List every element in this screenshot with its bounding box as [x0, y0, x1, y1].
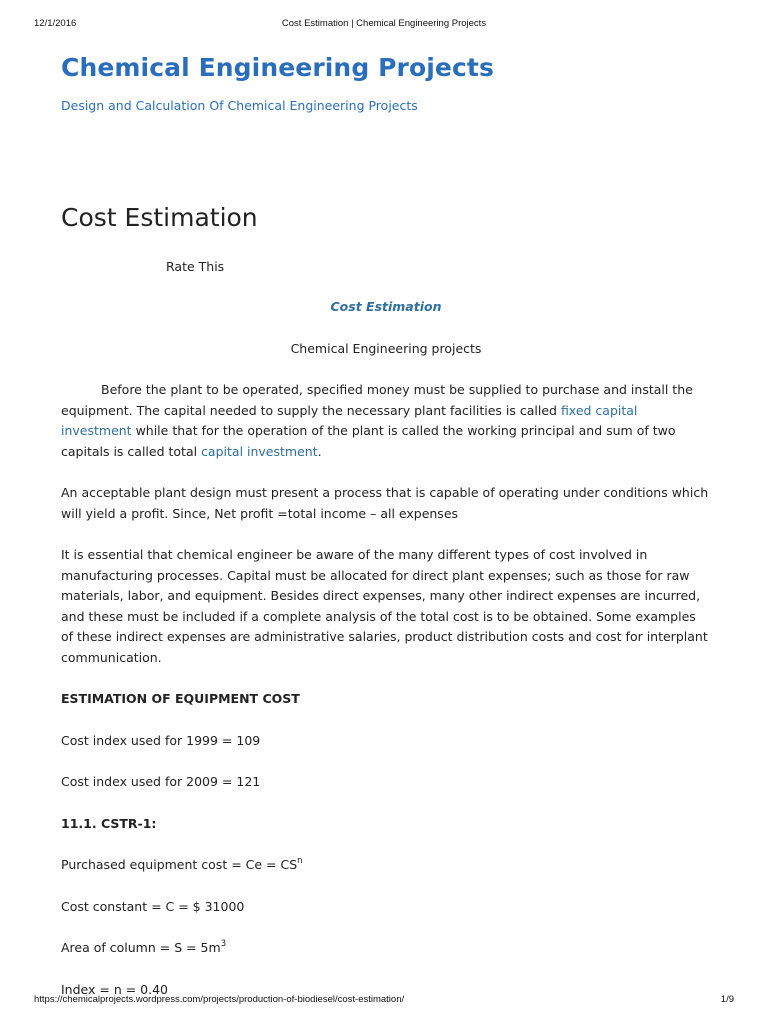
paragraph-cost-types: It is essential that chemical engineer be aware of the many different types of cost involved in manufacturing processes. Capital must be allocated for direct plant expenses; such as those for raw materials, labor, and equipment. Besides direct expenses, many other indirect expenses are incurred, and these must be included if a complete analysis of the total cost is to be obtained. Some examples of these indirect expenses are administrative salaries, product distribution costs and cost for interplant communication.: [61, 547, 708, 665]
cost-estimation-heading: Cost Estimation: [330, 299, 442, 314]
fixed-capital-investment-link[interactable]: fixed capital investment: [61, 402, 638, 438]
purchased-equipment-cost: [61, 855, 711, 876]
paragraph-text: .: [317, 443, 322, 459]
site-tagline: Design and Calculation Of Chemical Engineering Projects: [61, 98, 418, 113]
section-heading-equipment-cost: ESTIMATION OF EQUIPMENT COST: [61, 691, 300, 706]
capital-investment-link[interactable]: capital investment: [201, 443, 318, 459]
print-page-number: 1/9: [720, 994, 734, 1005]
formula-text: Purchased equipment cost = Ce = CS: [61, 857, 298, 872]
post-content: [61, 297, 711, 1021]
print-footer: [0, 994, 768, 1008]
exponent: 3: [220, 939, 227, 949]
print-url: https://chemicalprojects.wordpress.com/projects/production-of-biodiesel/cost-estimation/: [34, 994, 405, 1005]
paragraph-capital-investment: [61, 380, 711, 462]
exponent: n: [297, 856, 303, 866]
paragraph-text: Before the plant to be operated, specified money must be supplied to purchase and install the equipment. The capital needed to supply the necessary plant facilities is called: [61, 382, 693, 418]
cost-constant: Cost constant = C = $ 31000: [61, 898, 245, 914]
site-title-link[interactable]: Chemical Engineering Projects: [61, 53, 494, 82]
formula-text: Area of column = S = 5m: [61, 940, 221, 955]
area-of-column: [61, 938, 711, 959]
index-value: Index = n = 0.40: [61, 981, 169, 997]
print-header: [0, 18, 768, 32]
paragraph-text: while that for the operation of the plant is called the working principal and sum of two capitals is called total: [61, 423, 676, 459]
paragraph-net-profit: An acceptable plant design must present a process that is capable of operating under conditions which will yield a profit. Since, Net profit =total income – all expenses: [61, 485, 709, 521]
cost-index-2009: Cost index used for 2009 = 121: [61, 774, 261, 789]
subsection-cstr-1: 11.1. CSTR-1:: [61, 815, 157, 831]
content-subtitle: Chemical Engineering projects: [290, 340, 482, 356]
post-title: Cost Estimation: [61, 203, 258, 232]
content-heading: [61, 297, 711, 318]
print-date: 12/1/2016: [34, 18, 77, 29]
rate-this-label[interactable]: Rate This: [166, 259, 225, 274]
print-page-title: Cost Estimation | Chemical Engineering Projects: [281, 18, 487, 29]
cost-index-1999: Cost index used for 1999 = 109: [61, 732, 261, 748]
